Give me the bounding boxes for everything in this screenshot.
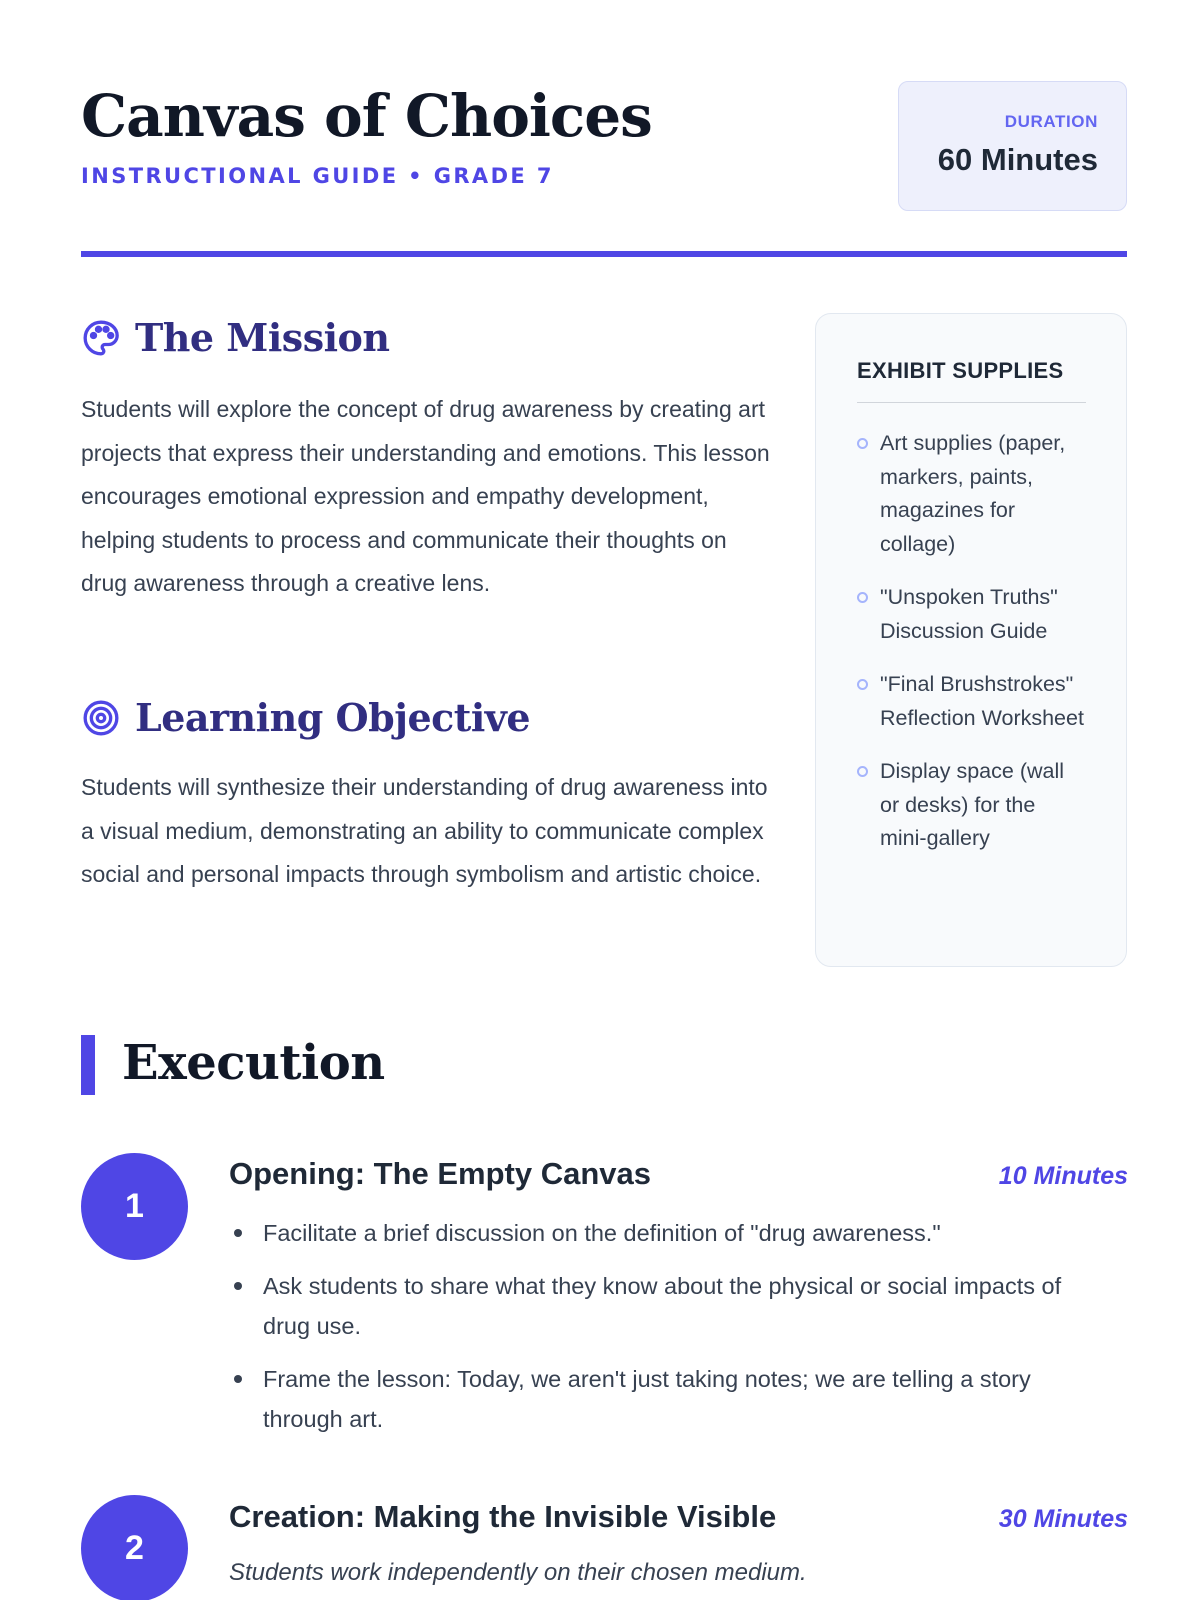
circle-bullet-icon	[857, 438, 868, 449]
duration-card	[898, 81, 1127, 211]
supply-item-label: "Unspoken Truths" Discussion Guide	[880, 585, 1058, 643]
supply-item	[857, 427, 1086, 561]
mission-heading	[81, 315, 390, 360]
mission-title: The Mission	[135, 315, 390, 360]
supply-item-label: "Final Brushstrokes" Reflection Worksheet	[880, 672, 1084, 730]
circle-bullet-icon	[857, 679, 868, 690]
duration-value: 60 Minutes	[937, 142, 1098, 177]
step-number-badge: 2	[81, 1495, 188, 1600]
step-note: Students work independently on their chosen medium.	[229, 1559, 807, 1586]
objective-title: Learning Objective	[135, 695, 531, 740]
circle-bullet-icon	[857, 592, 868, 603]
step-bullet-list	[229, 1213, 1109, 1452]
step-title: Creation: Making the Invisible Visible	[229, 1499, 777, 1534]
duration-label: DURATION	[1004, 112, 1098, 131]
supply-item-label: Display space (wall or desks) for the mini-gallery	[880, 759, 1065, 850]
step-bullet: Frame the lesson: Today, we aren't just taking notes; we are telling a story through art.	[229, 1359, 1109, 1439]
page-title: Canvas of Choices	[81, 82, 652, 150]
supply-item	[857, 668, 1086, 735]
step-duration: 10 Minutes	[998, 1162, 1128, 1190]
step-bullet: Ask students to share what they know about the physical or social impacts of drug use.	[229, 1266, 1109, 1346]
supplies-list	[857, 427, 1086, 856]
step-duration: 30 Minutes	[998, 1505, 1128, 1533]
supplies-panel	[815, 313, 1127, 967]
objective-heading	[81, 695, 530, 740]
header-divider	[81, 251, 1127, 257]
supply-item-label: Art supplies (paper, markers, paints, magazines for collage)	[880, 431, 1066, 556]
step-number-badge: 1	[81, 1153, 188, 1260]
execution-title: Execution	[122, 1035, 385, 1091]
step-bullet: Facilitate a brief discussion on the definition of "drug awareness."	[229, 1213, 1109, 1253]
supply-item	[857, 581, 1086, 648]
supplies-title: EXHIBIT SUPPLIES	[857, 358, 1086, 403]
circle-bullet-icon	[857, 766, 868, 777]
mission-text: Students will explore the concept of drug awareness by creating art projects that express their understanding and emotions. This lesson encourages emotional expression and empathy development, helping students to process and communicate their thoughts on drug awareness through a creative lens.	[81, 396, 770, 597]
objective-text: Students will synthesize their understanding of drug awareness into a visual medium, demonstrating an ability to communicate complex social and personal impacts through symbolism and artistic choice.	[81, 774, 768, 888]
target-icon	[81, 698, 121, 738]
step-title: Opening: The Empty Canvas	[229, 1156, 652, 1191]
page-subtitle: INSTRUCTIONAL GUIDE • GRADE 7	[81, 164, 554, 188]
palette-icon	[81, 318, 121, 358]
execution-accent-bar	[81, 1035, 95, 1095]
supply-item	[857, 755, 1086, 856]
